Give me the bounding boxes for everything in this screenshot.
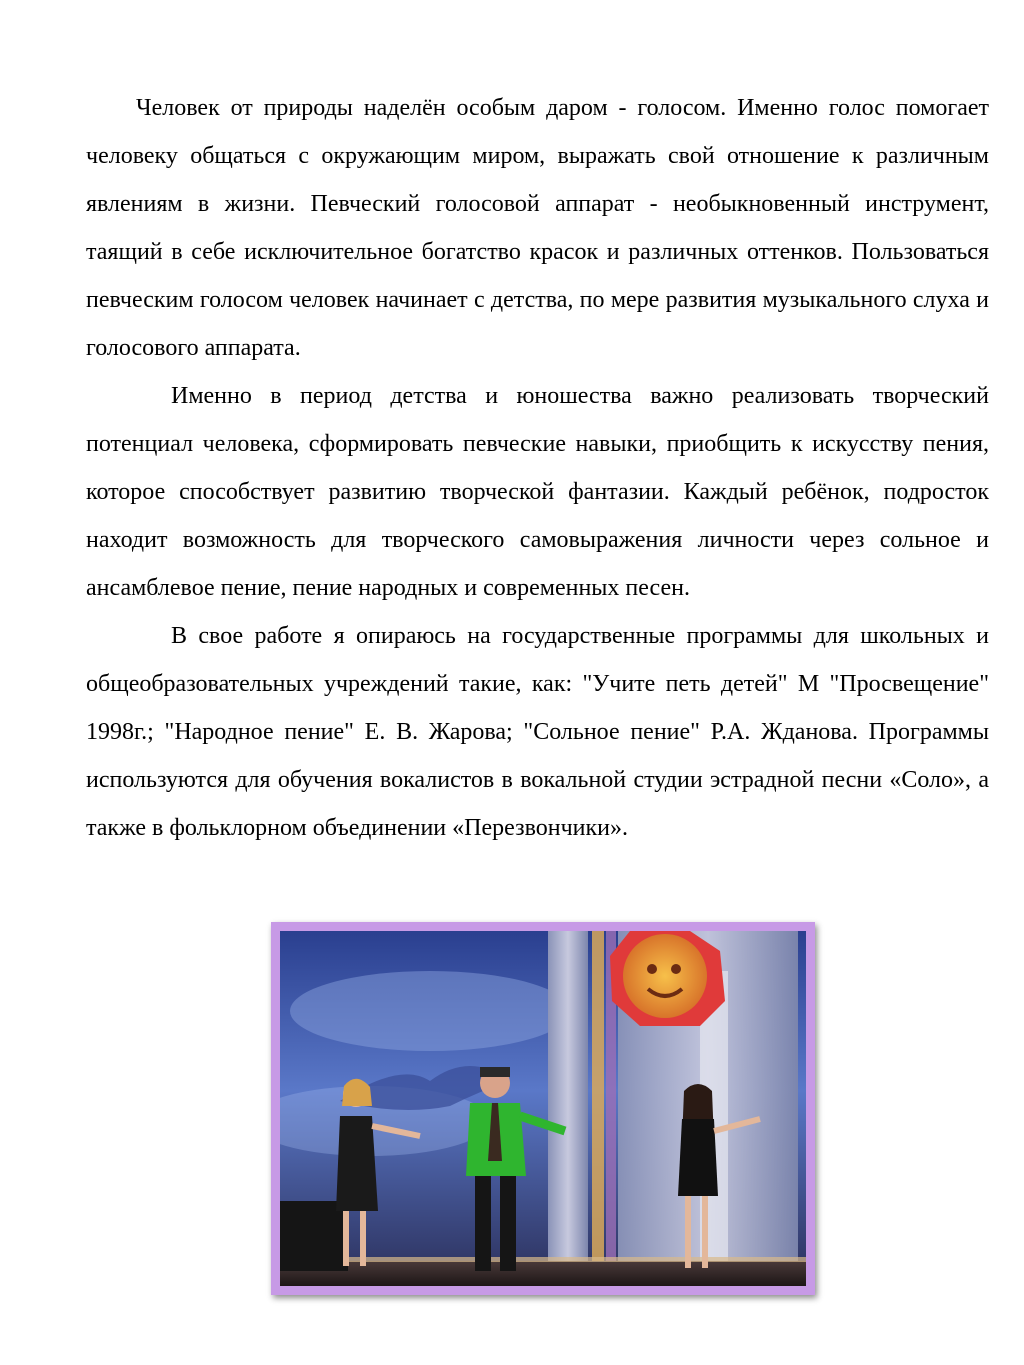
paragraph-programs: В свое работе я опираюсь на государственные программы для школьных и общеобразовательных учреждений такие, как: "Учите петь детей" М "Просвещение" 1998г.; "Народное пение" Е. В. Жарова; "Сольное пение" Р.А. Жданова. Программы используются для обучения вокалистов в вокальной студии эстрадной песни «Соло», а также в фольклорном объединении «Перезвончики». [86, 623, 989, 841]
paragraph-childhood-potential: Именно в период детства и юношества важно реализовать творческий потенциал человека, сформировать певческие навыки, приобщить к искусству пения, которое способствует развитию творческой фантазии. Каждый ребёнок, подросток находит возможность для творческого самовыражения личности через сольное и ансамблевое пение, пение народных и современных песен. [86, 383, 989, 601]
document-body [86, 84, 989, 852]
paragraph-voice-gift: Человек от природы наделён особым даром - голосом. Именно голос помогает человеку общаться с окружающим миром, выражать свой отношение к различным явлениям в жизни. Певческий голосовой аппарат - необыкновенный инструмент, таящий в себе исключительное богатство красок и различных оттенков. Пользоваться певческим голосом человек начинает с детства, по мере развития музыкального слуха и голосового аппарата. [86, 95, 989, 361]
stage-photo-illustration [280, 931, 806, 1286]
stage-performance-photo [271, 922, 815, 1295]
